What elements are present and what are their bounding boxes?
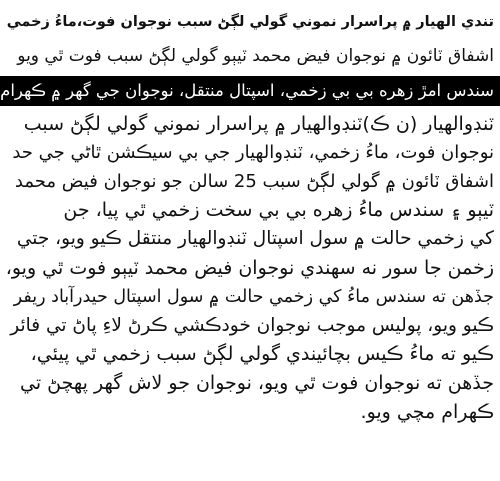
body-line: کي زخمي حالت ۾ سول اسپتال ٽنڊوالهيار منتقل ڪيو ويو، جتي [16, 228, 494, 250]
body-line: نوجوان فوت، ماءُ زخمي، ٽنڊوالهيار جي بي سيڪشن ٿاڻي جي حد [12, 141, 494, 163]
body-line: جڏهن ته نوجوان فوت ٿي ويو، نوجوان جو لاش گهر پهچڻ تي [20, 372, 494, 395]
body-line: زخمن جا سور نه سهندي نوجوان فيض محمد ٽيٻو فوت ٿي ويو، [5, 256, 494, 279]
article-body [6, 110, 494, 427]
body-line: ڪيو ته ماءُ ڪيس بچائيندي گولي لڳڻ سبب زخمي ٿي پيئي، [30, 343, 494, 366]
highlight-bar: سندس امڙ زهره بي بي زخمي، اسپتال منتقل، نوجوان جي گهر ۾ ڪهرام [0, 76, 500, 106]
body-line: اشفاق ٽائون ۾ گولي لڳڻ سبب 25 سالن جو نوجوان فيض محمد [14, 170, 494, 192]
headline: تندي الهيار ۾ پراسرار نموني گولي لڳڻ سبب نوجوان فوت،ماءُ زخمي [6, 14, 494, 30]
body-line: ڪهرام مچي ويو. [360, 400, 494, 423]
body-line: ٽيٻو ۽ سندس ماءُ زهره بي بي سخت زخمي ٿي پيا، جن [63, 199, 494, 222]
body-line: جڏهن ته سندس ماءُ کي زخمي حالت ۾ سول اسپتال حيدرآباد ريفر [13, 286, 494, 307]
subheadline: اشفاق ٽائون ۾ نوجوان فيض محمد ٽيٻو گولي لڳڻ سبب فوت ٿي ويو [17, 46, 494, 66]
body-line: ڪيو ويو، پوليس موجب نوجوان خودڪشي ڪرڻ لاءِ پاڻ تي فائر [10, 314, 494, 336]
body-line: ٽنڊوالهيار (ن ڪ)ٽنڊوالهيار ۾ پراسرار نموني گولي لڳڻ سبب [23, 113, 494, 135]
